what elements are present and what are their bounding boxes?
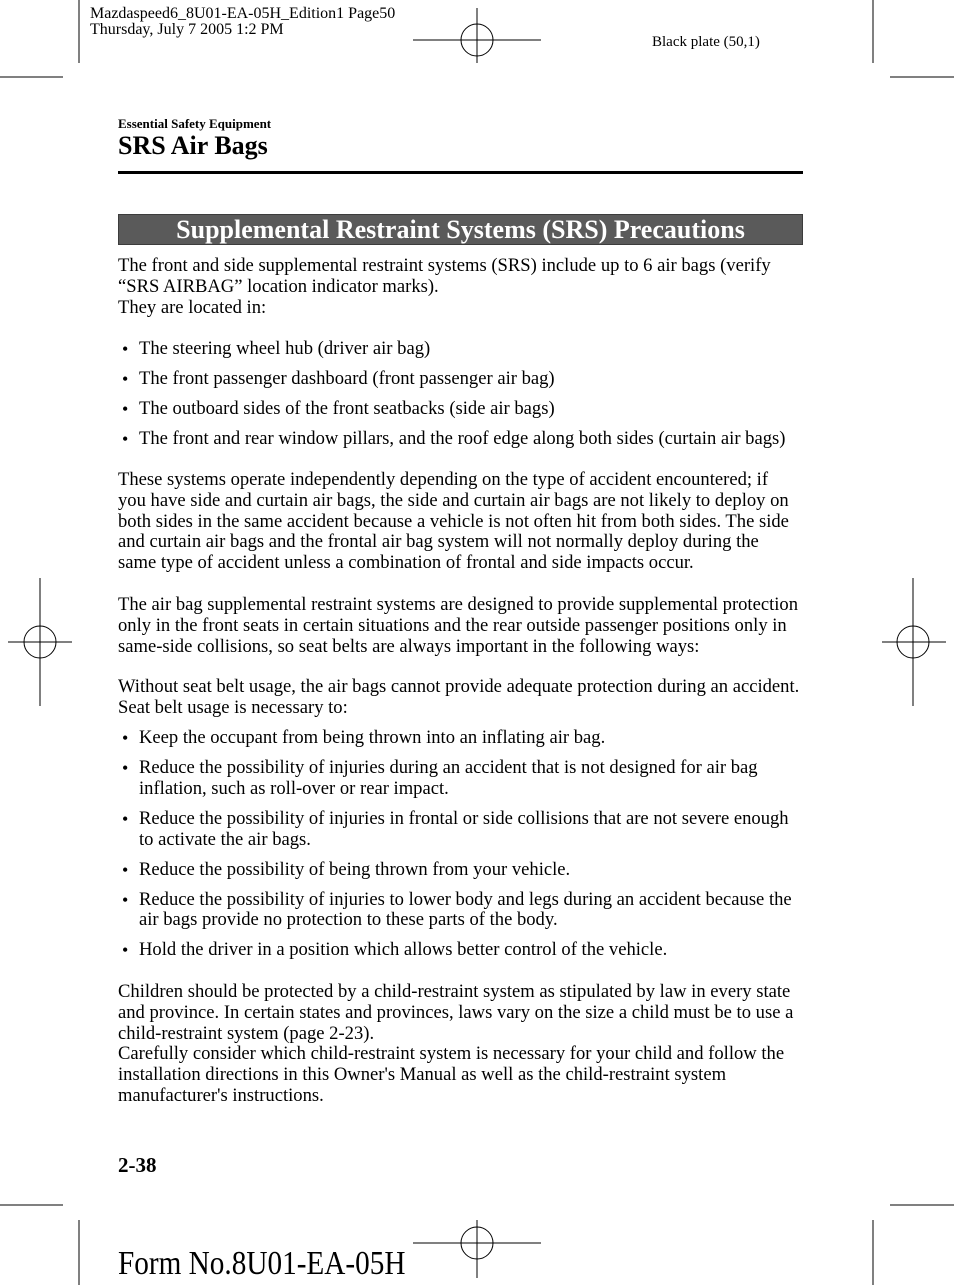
list-item-text: air bags provide no protection to these parts of the body. (139, 909, 558, 931)
text-line: installation directions in this Owner's Manual as well as the child-restraint system (118, 1064, 727, 1085)
text-line: child-restraint system (page 2-23). (118, 1022, 375, 1044)
list-item-text: to activate the air bags. (139, 828, 311, 850)
list-item-text: inflation, such as roll-over or rear impact. (139, 777, 449, 799)
list-item (139, 758, 792, 800)
print-job-header (90, 6, 395, 38)
list-item-text: • Hold the driver in a position which allows better control of the vehicle. (139, 939, 668, 961)
list-item (139, 399, 785, 420)
seat-belt-uses-list (139, 728, 792, 970)
list-item-text: • Reduce the possibility of injuries during an accident that is not designed for air bag (139, 757, 758, 778)
registration-mark-right (882, 578, 946, 706)
text-line: only in the front seats in certain situations and the rear outside passenger positions only in (118, 614, 787, 636)
crop-mark-top-right (873, 0, 954, 77)
text-line: Children should be protected by a child-restraint system as stipulated by law in every state (118, 981, 791, 1002)
list-item-text: • Reduce the possibility of injuries in frontal or side collisions that are not severe enough (139, 807, 789, 829)
text-line: The air bag supplemental restraint systems are designed to provide supplemental protection (118, 594, 799, 615)
text-line: same type of accident unless a combination of frontal and side impacts occur. (118, 552, 694, 573)
list-item-text: • The steering wheel hub (driver air bag) (139, 338, 431, 359)
crop-mark-bottom-left (0, 1205, 79, 1285)
list-item (139, 728, 792, 749)
list-item-text: • The outboard sides of the front seatbacks (side air bags) (139, 398, 555, 419)
list-item (139, 809, 792, 851)
crop-mark-bottom-right (873, 1205, 954, 1285)
print-job-name: Mazdaspeed6_8U01-EA-05H_Edition1 Page50 (90, 5, 396, 22)
text-line: Seat belt usage is necessary to: (118, 696, 348, 718)
text-line: both sides in the same accident because a vehicle is not often hit from both sides. The side (118, 510, 789, 532)
design-paragraph (118, 595, 798, 657)
operation-paragraph (118, 470, 789, 574)
list-item (139, 369, 785, 390)
intro-paragraph (118, 256, 771, 318)
list-item-text: • The front and rear window pillars, and the roof edge along both sides (curtain air bags) (139, 428, 786, 449)
form-number: Form No.8U01-EA-05H (118, 1245, 406, 1282)
seat-belt-paragraph (118, 677, 799, 719)
list-item (139, 339, 785, 360)
list-item-text: • Reduce the possibility of being thrown from your vehicle. (139, 858, 571, 880)
list-item-text: • Keep the occupant from being thrown into an inflating air bag. (139, 727, 606, 748)
list-item (139, 860, 792, 881)
text-line: They are located in: (118, 296, 267, 318)
text-line: Without seat belt usage, the air bags cannot provide adequate protection during an accident. (118, 676, 800, 697)
banner-title: Supplemental Restraint Systems (SRS) Precautions (176, 215, 745, 244)
page-title: SRS Air Bags (118, 131, 268, 160)
text-line: The front and side supplemental restraint systems (SRS) include up to 6 air bags (verify (118, 255, 771, 276)
text-line: you have side and curtain air bags, the side and curtain air bags are not likely to deploy on (118, 489, 789, 511)
text-line: Carefully consider which child-restraint system is necessary for your child and follow the (118, 1043, 785, 1065)
text-line: These systems operate independently depending on the type of accident encountered; if (118, 469, 769, 490)
airbag-location-list (139, 339, 785, 459)
print-job-date: Thursday, July 7 2005 1:2 PM (90, 21, 284, 38)
registration-mark-left (8, 578, 72, 706)
registration-mark-bottom (413, 1220, 541, 1278)
text-line: manufacturer's instructions. (118, 1084, 324, 1106)
child-restraint-paragraph (118, 982, 793, 1107)
page-number: 2-38 (118, 1153, 157, 1177)
crop-mark-top-left (0, 0, 79, 77)
section-category: Essential Safety Equipment (118, 116, 272, 131)
registration-mark-top (413, 8, 541, 63)
text-line: and province. In certain states and provinces, laws vary on the size a child must be to use a (118, 1001, 794, 1023)
list-item-text: • Reduce the possibility of injuries to lower body and legs during an accident because the (139, 888, 792, 910)
text-line: “SRS AIRBAG” location indicator marks). (118, 275, 439, 297)
text-line: same-side collisions, so seat belts are always important in the following ways: (118, 635, 700, 657)
list-item (139, 940, 792, 961)
plate-label: Black plate (50,1) (652, 34, 760, 50)
section-banner (118, 214, 803, 245)
list-item (139, 890, 792, 932)
list-item-text: • The front passenger dashboard (front passenger air bag) (139, 368, 555, 389)
list-item (139, 429, 785, 450)
title-rule (118, 171, 803, 174)
text-line: and curtain air bags and the frontal air bag system will not normally deploy during the (118, 531, 759, 553)
